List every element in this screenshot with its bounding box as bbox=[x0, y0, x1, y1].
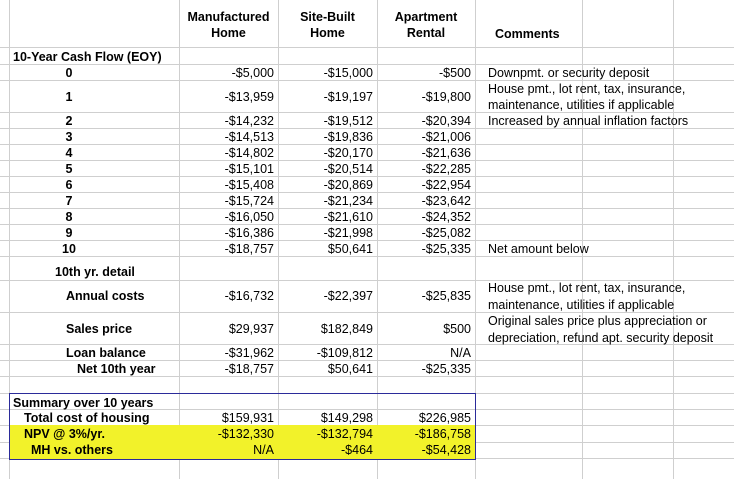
section-label-cashflow[interactable]: 10-Year Cash Flow (EOY) bbox=[13, 50, 162, 64]
mh-value-cell[interactable]: -$5,000 bbox=[231, 66, 274, 80]
summary-label-cell[interactable]: NPV @ 3%/yr. bbox=[24, 427, 105, 441]
mh-value-cell[interactable]: -$14,232 bbox=[224, 114, 274, 128]
detail-label-cell[interactable]: Annual costs bbox=[66, 289, 145, 303]
sb-value-cell[interactable]: -$21,610 bbox=[323, 210, 373, 224]
detail-label-cell[interactable]: Net 10th year bbox=[77, 362, 156, 376]
mh-value-cell[interactable]: -$16,386 bbox=[224, 226, 274, 240]
mh-value-cell[interactable]: -$31,962 bbox=[224, 346, 274, 360]
mh-value-cell[interactable]: -$18,757 bbox=[224, 242, 274, 256]
ap-value-cell[interactable]: -$25,335 bbox=[421, 242, 471, 256]
mh-value-cell[interactable]: -$15,101 bbox=[224, 162, 274, 176]
comment-cell[interactable]: Net amount below bbox=[488, 242, 589, 256]
column-header-text: Apartment Rental bbox=[394, 10, 458, 40]
year-cell[interactable]: 9 bbox=[65, 226, 73, 240]
sb-value-cell[interactable]: -$21,234 bbox=[323, 194, 373, 208]
ap-value-cell[interactable]: -$25,082 bbox=[421, 226, 471, 240]
ap-value-cell[interactable]: $500 bbox=[443, 322, 471, 336]
detail-label-cell[interactable]: Sales price bbox=[66, 322, 133, 336]
comment-cell[interactable]: Original sales price plus appreciation or bbox=[488, 314, 707, 328]
mh-value-cell[interactable]: -$15,408 bbox=[224, 178, 274, 192]
sb-value-cell[interactable]: -$21,998 bbox=[323, 226, 373, 240]
year-cell[interactable]: 0 bbox=[65, 66, 73, 80]
mh-value-cell[interactable]: -$18,757 bbox=[224, 362, 274, 376]
ap-value-cell[interactable]: -$23,642 bbox=[421, 194, 471, 208]
detail-label-cell[interactable]: Loan balance bbox=[66, 346, 146, 360]
column-header-text: Site-Built Home bbox=[300, 10, 355, 40]
sb-value-cell[interactable]: -$22,397 bbox=[323, 289, 373, 303]
mh-value-cell[interactable]: N/A bbox=[253, 443, 274, 457]
sb-value-cell[interactable]: $149,298 bbox=[320, 411, 373, 425]
sb-value-cell[interactable]: -$109,812 bbox=[316, 346, 373, 360]
sb-value-cell[interactable]: $50,641 bbox=[327, 242, 373, 256]
ap-value-cell[interactable]: -$21,636 bbox=[421, 146, 471, 160]
ap-value-cell[interactable]: -$21,006 bbox=[421, 130, 471, 144]
comment-cell[interactable]: maintenance, utilities if applicable bbox=[488, 98, 675, 112]
comment-cell[interactable]: Downpmt. or security deposit bbox=[488, 66, 650, 80]
column-header-site-built[interactable] bbox=[278, 9, 377, 41]
sb-value-cell[interactable]: -$19,836 bbox=[323, 130, 373, 144]
ap-value-cell[interactable]: -$20,394 bbox=[421, 114, 471, 128]
comment-cell[interactable]: depreciation, refund apt. security deposit bbox=[488, 331, 714, 345]
column-header-text: Manufactured Home bbox=[187, 10, 270, 40]
ap-value-cell[interactable]: -$25,335 bbox=[421, 362, 471, 376]
year-cell[interactable]: 8 bbox=[65, 210, 73, 224]
gridline bbox=[0, 47, 734, 48]
section-label-summary[interactable]: Summary over 10 years bbox=[13, 396, 154, 410]
sb-value-cell[interactable]: -$15,000 bbox=[323, 66, 373, 80]
ap-value-cell[interactable]: -$22,954 bbox=[421, 178, 471, 192]
mh-value-cell[interactable]: -$13,959 bbox=[224, 90, 274, 104]
sb-value-cell[interactable]: -$19,197 bbox=[323, 90, 373, 104]
ap-value-cell[interactable]: -$500 bbox=[439, 66, 471, 80]
year-cell[interactable]: 3 bbox=[65, 130, 73, 144]
mh-value-cell[interactable]: $29,937 bbox=[228, 322, 274, 336]
ap-value-cell[interactable]: -$25,835 bbox=[421, 289, 471, 303]
summary-label-cell[interactable]: Total cost of housing bbox=[24, 411, 150, 425]
sb-value-cell[interactable]: -$19,512 bbox=[323, 114, 373, 128]
sb-value-cell[interactable]: -$20,170 bbox=[323, 146, 373, 160]
year-cell[interactable]: 2 bbox=[65, 114, 73, 128]
mh-value-cell[interactable]: -$14,513 bbox=[224, 130, 274, 144]
section-label-detail[interactable]: 10th yr. detail bbox=[55, 265, 135, 279]
year-cell[interactable]: 7 bbox=[65, 194, 73, 208]
ap-value-cell[interactable]: -$22,285 bbox=[421, 162, 471, 176]
mh-value-cell[interactable]: -$14,802 bbox=[224, 146, 274, 160]
sb-value-cell[interactable]: $182,849 bbox=[320, 322, 373, 336]
mh-value-cell[interactable]: $159,931 bbox=[221, 411, 274, 425]
sb-value-cell[interactable]: $50,641 bbox=[327, 362, 373, 376]
ap-value-cell[interactable]: -$54,428 bbox=[421, 443, 471, 457]
sb-value-cell[interactable]: -$464 bbox=[341, 443, 373, 457]
ap-value-cell[interactable]: -$24,352 bbox=[421, 210, 471, 224]
mh-value-cell[interactable]: -$16,732 bbox=[224, 289, 274, 303]
column-header-comments[interactable]: Comments bbox=[495, 27, 560, 41]
comment-cell[interactable]: House pmt., lot rent, tax, insurance, bbox=[488, 82, 686, 96]
summary-label-cell[interactable]: MH vs. others bbox=[31, 443, 113, 457]
sb-value-cell[interactable]: -$20,514 bbox=[323, 162, 373, 176]
sb-value-cell[interactable]: -$132,794 bbox=[316, 427, 373, 441]
mh-value-cell[interactable]: -$132,330 bbox=[217, 427, 274, 441]
year-cell[interactable]: 5 bbox=[65, 162, 73, 176]
column-header-apartment[interactable] bbox=[377, 9, 475, 41]
year-cell[interactable]: 6 bbox=[65, 178, 73, 192]
sb-value-cell[interactable]: -$20,869 bbox=[323, 178, 373, 192]
ap-value-cell[interactable]: -$19,800 bbox=[421, 90, 471, 104]
year-cell[interactable]: 4 bbox=[65, 146, 73, 160]
comment-cell[interactable]: maintenance, utilities if applicable bbox=[488, 298, 675, 312]
comment-cell[interactable]: Increased by annual inflation factors bbox=[488, 114, 689, 128]
year-cell[interactable]: 10 bbox=[62, 242, 76, 256]
year-cell[interactable]: 1 bbox=[65, 90, 73, 104]
mh-value-cell[interactable]: -$16,050 bbox=[224, 210, 274, 224]
column-header-manufactured[interactable] bbox=[179, 9, 278, 41]
ap-value-cell[interactable]: -$186,758 bbox=[414, 427, 471, 441]
ap-value-cell[interactable]: N/A bbox=[450, 346, 471, 360]
ap-value-cell[interactable]: $226,985 bbox=[418, 411, 471, 425]
mh-value-cell[interactable]: -$15,724 bbox=[224, 194, 274, 208]
comment-cell[interactable]: House pmt., lot rent, tax, insurance, bbox=[488, 281, 686, 295]
